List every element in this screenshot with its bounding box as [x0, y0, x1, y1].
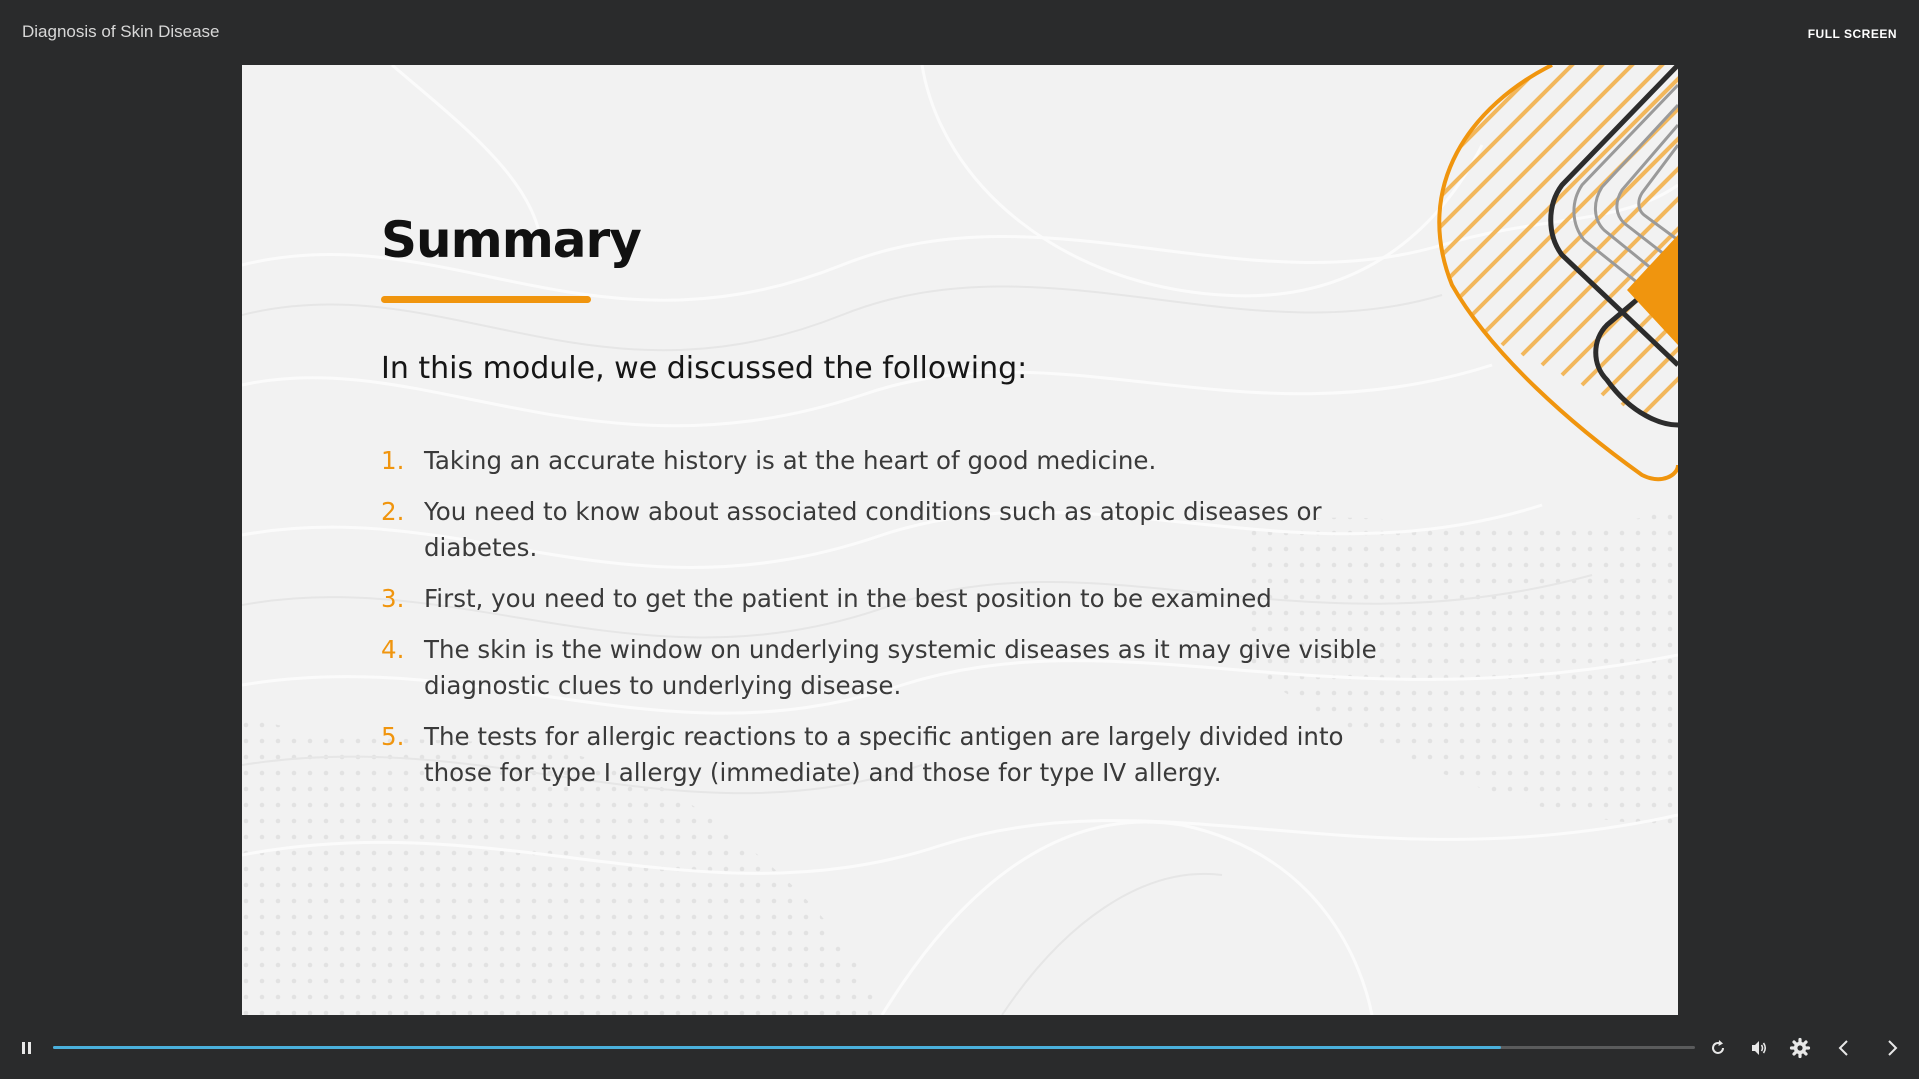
list-item-text: You need to know about associated conditions such as atopic diseases or diabetes.	[424, 497, 1322, 562]
list-item-number: 3.	[381, 584, 405, 613]
course-title: Diagnosis of Skin Disease	[22, 22, 220, 41]
list-item-text: The tests for allergic reactions to a specific antigen are largely divided into those for type I allergy (immediate) and those for type IV allergy.	[424, 722, 1344, 787]
chevron-left-icon	[1834, 1038, 1854, 1058]
top-bar	[0, 0, 1919, 64]
slide-content	[242, 65, 1678, 1015]
list-item	[381, 581, 1411, 617]
list-item-text: First, you need to get the patient in the best position to be examined	[424, 584, 1272, 613]
pause-icon	[18, 1039, 36, 1057]
list-item	[381, 443, 1411, 479]
pause-button[interactable]	[18, 1039, 36, 1057]
list-item-number: 5.	[381, 722, 405, 751]
intro-text: In this module, we discussed the following:	[381, 351, 1028, 386]
list-item-number: 1.	[381, 446, 405, 475]
list-item-number: 2.	[381, 497, 405, 526]
list-item	[381, 719, 1411, 791]
list-item-text: The skin is the window on underlying systemic diseases as it may give visible diagnostic clues to underlying disease.	[424, 635, 1377, 700]
list-item	[381, 632, 1411, 704]
summary-list	[381, 443, 1411, 806]
settings-icon	[1789, 1037, 1811, 1059]
volume-icon	[1749, 1038, 1769, 1058]
settings-button[interactable]	[1789, 1037, 1811, 1059]
replay-icon	[1708, 1038, 1728, 1058]
volume-button[interactable]	[1749, 1038, 1769, 1058]
slide-title: Summary	[381, 211, 641, 269]
list-item	[381, 494, 1411, 566]
progress-bar[interactable]	[53, 1046, 1695, 1049]
progress-fill	[53, 1046, 1501, 1049]
list-item-number: 4.	[381, 635, 405, 664]
player-control-bar	[0, 1030, 1919, 1079]
chevron-right-icon	[1882, 1038, 1902, 1058]
next-button[interactable]	[1882, 1038, 1902, 1058]
replay-button[interactable]	[1708, 1038, 1728, 1058]
slide	[242, 65, 1678, 1015]
list-item-text: Taking an accurate history is at the heart of good medicine.	[424, 446, 1157, 475]
fullscreen-button[interactable]: FULL SCREEN	[1807, 27, 1897, 41]
previous-button[interactable]	[1834, 1038, 1854, 1058]
title-underline	[381, 296, 591, 303]
